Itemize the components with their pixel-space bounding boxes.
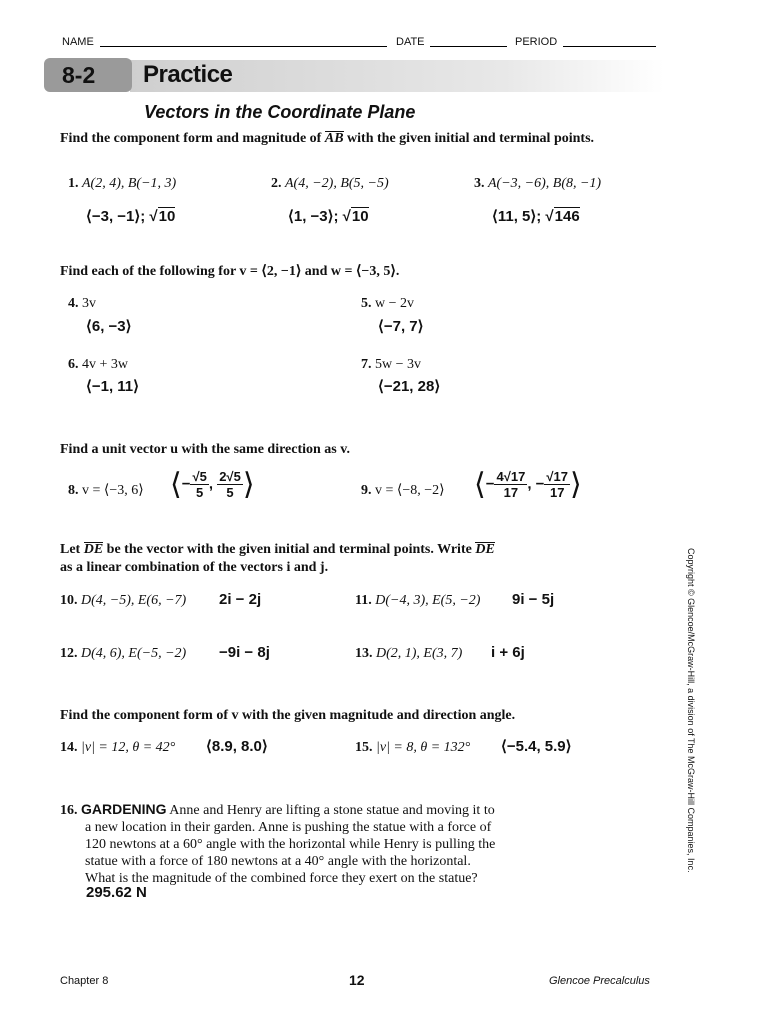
vector-de-2: DE (475, 542, 495, 557)
problem-6: 6. 4v + 3w (68, 357, 129, 372)
period-label: PERIOD (515, 36, 558, 48)
answer-14: ⟨8.9, 8.0⟩ (206, 738, 268, 755)
problem-3: 3. A(−3, −6), B(8, −1) (474, 176, 602, 191)
footer-book: Glencoe Precalculus (549, 975, 650, 987)
answer-4: ⟨6, −3⟩ (86, 318, 132, 335)
copyright-notice: Copyright © Glencoe/McGraw-Hill, a division of The McGraw-Hill Companies, Inc. (686, 548, 696, 873)
problem-11: 11. D(−4, 3), E(5, −2) (355, 593, 481, 608)
title-banner (44, 58, 664, 94)
answer-7: ⟨−21, 28⟩ (378, 378, 441, 395)
section1-instruction: Find the component form and magnitude of AB with the given initial and terminal points. (60, 131, 595, 146)
problem-16-label: GARDENING (81, 801, 167, 817)
period-line[interactable] (563, 46, 656, 47)
problem-2: 2. A(4, −2), B(5, −5) (271, 176, 389, 191)
section4-instruction: Let DE be the vector with the given initial and terminal points. Write DE as a linear combination of the vectors i and j. (60, 542, 495, 575)
footer-page-number: 12 (349, 972, 365, 988)
section2-instruction: Find each of the following for v = ⟨2, −1⟩ and w = ⟨−3, 5⟩. (60, 264, 400, 279)
problem-9: 9. v = ⟨−8, −2⟩ (361, 483, 445, 498)
problem-10: 10. D(4, −5), E(6, −7) (60, 593, 187, 608)
answer-5: ⟨−7, 7⟩ (378, 318, 424, 335)
name-line[interactable] (100, 46, 387, 47)
footer-chapter: Chapter 8 (60, 975, 109, 987)
answer-9: ⟨− $\frac{4√17}{17}$ , − $\frac{√17}{17}$ ⟩ (474, 467, 582, 502)
answer-13: i + 6j (491, 644, 525, 661)
answer-16: 295.62 N (86, 884, 147, 901)
vector-de: DE (83, 542, 104, 557)
problem-14: 14. |v| = 12, θ = 42° (60, 740, 176, 755)
problem-1: 1. A(2, 4), B(−1, 3) (68, 176, 177, 191)
problem-7: 7. 5w − 3v (361, 357, 422, 372)
lesson-subtitle: Vectors in the Coordinate Plane (144, 102, 416, 122)
section3-instruction: Find a unit vector u with the same direction as v. (60, 442, 350, 457)
answer-15: ⟨−5.4, 5.9⟩ (501, 738, 572, 755)
problem-5: 5. w − 2v (361, 296, 415, 311)
name-label: NAME (62, 36, 94, 48)
answer-11: 9i − 5j (512, 591, 555, 608)
problem-13: 13. D(2, 1), E(3, 7) (355, 646, 463, 661)
vector-ab: AB (324, 131, 344, 146)
date-line[interactable] (430, 46, 507, 47)
answer-2: ⟨1, −3⟩; √10 (288, 208, 369, 225)
lesson-number: 8-2 (62, 62, 96, 88)
problem-8: 8. v = ⟨−3, 6⟩ (68, 483, 144, 498)
lesson-title: Practice (143, 61, 233, 88)
problem-12: 12. D(4, 6), E(−5, −2) (60, 646, 187, 661)
problem-15: 15. |v| = 8, θ = 132° (355, 740, 471, 755)
date-label: DATE (396, 36, 425, 48)
answer-8: ⟨− $\frac{√5}{5}$ , $\frac{2√5}{5}$ ⟩ (170, 467, 255, 502)
section5-instruction: Find the component form of v with the given magnitude and direction angle. (60, 708, 516, 723)
answer-3: ⟨11, 5⟩; √146 (492, 208, 580, 225)
answer-12: −9i − 8j (219, 644, 270, 661)
answer-10: 2i − 2j (219, 591, 262, 608)
problem-4: 4. 3v (68, 296, 96, 311)
problem-16: 16. GARDENING Anne and Henry are lifting a stone statue and moving it to a new location in their garden. Anne is pushing the statue with a force of 120 newtons at a 60° angle with the horizontal while Henry is pulling the statue with a force of 180 newtons at a 40° angle with the horizontal. What is the magnitude of the combined force they exert on the statue? (60, 801, 496, 886)
answer-6: ⟨−1, 11⟩ (86, 378, 139, 395)
answer-1: ⟨−3, −1⟩; √10 (86, 208, 176, 225)
